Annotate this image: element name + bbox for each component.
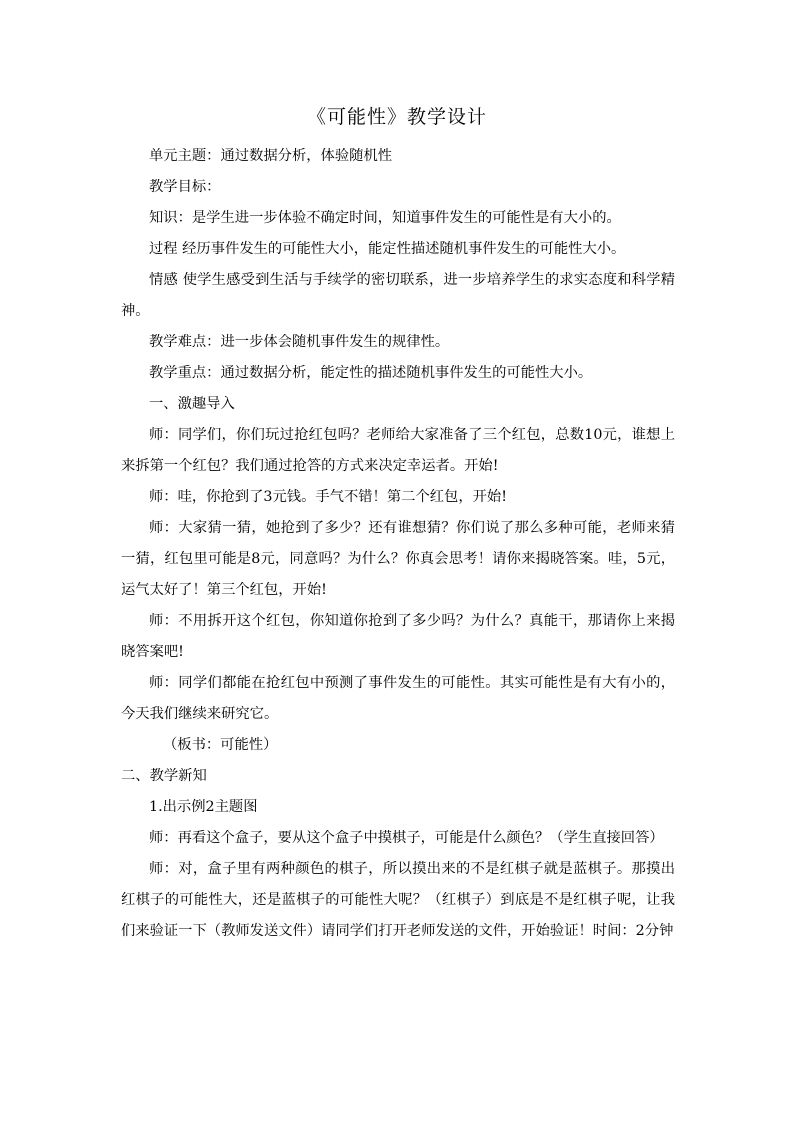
paragraph-unit-theme: 单元主题：通过数据分析，体验随机性	[149, 148, 393, 164]
paragraph-teaching-focus: 教学重点：通过数据分析，能定性的描述随机事件发生的可能性大小。	[149, 365, 593, 381]
paragraph-goal-process: 过程 经历事件发生的可能性大小，能定性描述随机事件发生的可能性大小。	[149, 241, 626, 257]
paragraph-dialogue: 师：哇，你抢到了3元钱。手气不错！第二个红包，开始!	[149, 489, 507, 505]
section-heading-new-knowledge: 二、教学新知	[121, 768, 207, 784]
paragraph-blackboard-note: （板书：可能性）	[163, 737, 278, 753]
paragraph-dialogue: 师：同学们，你们玩过抢红包吗？老师给大家准备了三个红包，总数10元，谁想上来拆第一个红包？我们通过抢答的方式来决定幸运者。开始!	[121, 427, 675, 474]
paragraph-teaching-difficulty: 教学难点：进一步体会随机事件发生的规律性。	[149, 334, 450, 350]
paragraph-dialogue: 师：再看这个盒子，要从这个盒子中摸棋子，可能是什么颜色？（学生直接回答）	[149, 830, 664, 846]
document-title: 《可能性》教学设计	[306, 106, 487, 128]
paragraph-goal-emotion: 情感 使学生感受到生活与手续学的密切联系，进一步培养学生的求实态度和科学精神。	[121, 272, 675, 319]
paragraph-goal-knowledge: 知识：是学生进一步体验不确定时间，知道事件发生的可能性是有大小的。	[149, 210, 621, 226]
paragraph-teaching-goals-heading: 教学目标：	[149, 179, 221, 195]
section-heading-introduction: 一、激趣导入	[149, 396, 235, 412]
paragraph-dialogue: 师：同学们都能在抢红包中预测了事件发生的可能性。其实可能性是有大有小的，今天我们继续来研究它。	[121, 675, 675, 722]
paragraph-example-heading: 1.出示例2主题图	[149, 799, 258, 815]
paragraph-dialogue: 师：对，盒子里有两种颜色的棋子，所以摸出来的不是红棋子就是蓝棋子。那摸出红棋子的可能性大，还是蓝棋子的可能性大呢？（红棋子）到底是不是红棋子呢，让我们来验证一下（教师发送文件）请同学们打开老师发送的文件，开始验证！时间：2分钟	[121, 861, 675, 939]
paragraph-dialogue: 师：不用拆开这个红包，你知道你抢到了多少吗？为什么？真能干，那请你上来揭晓答案吧!	[121, 613, 675, 660]
paragraph-dialogue: 师：大家猜一猜，她抢到了多少？还有谁想猜？你们说了那么多种可能，老师来猜一猜，红包里可能是8元，同意吗？为什么？你真会思考！请你来揭晓答案。哇，5元，运气太好了！第三个红包，开始!	[121, 520, 675, 598]
document-body	[121, 141, 675, 947]
